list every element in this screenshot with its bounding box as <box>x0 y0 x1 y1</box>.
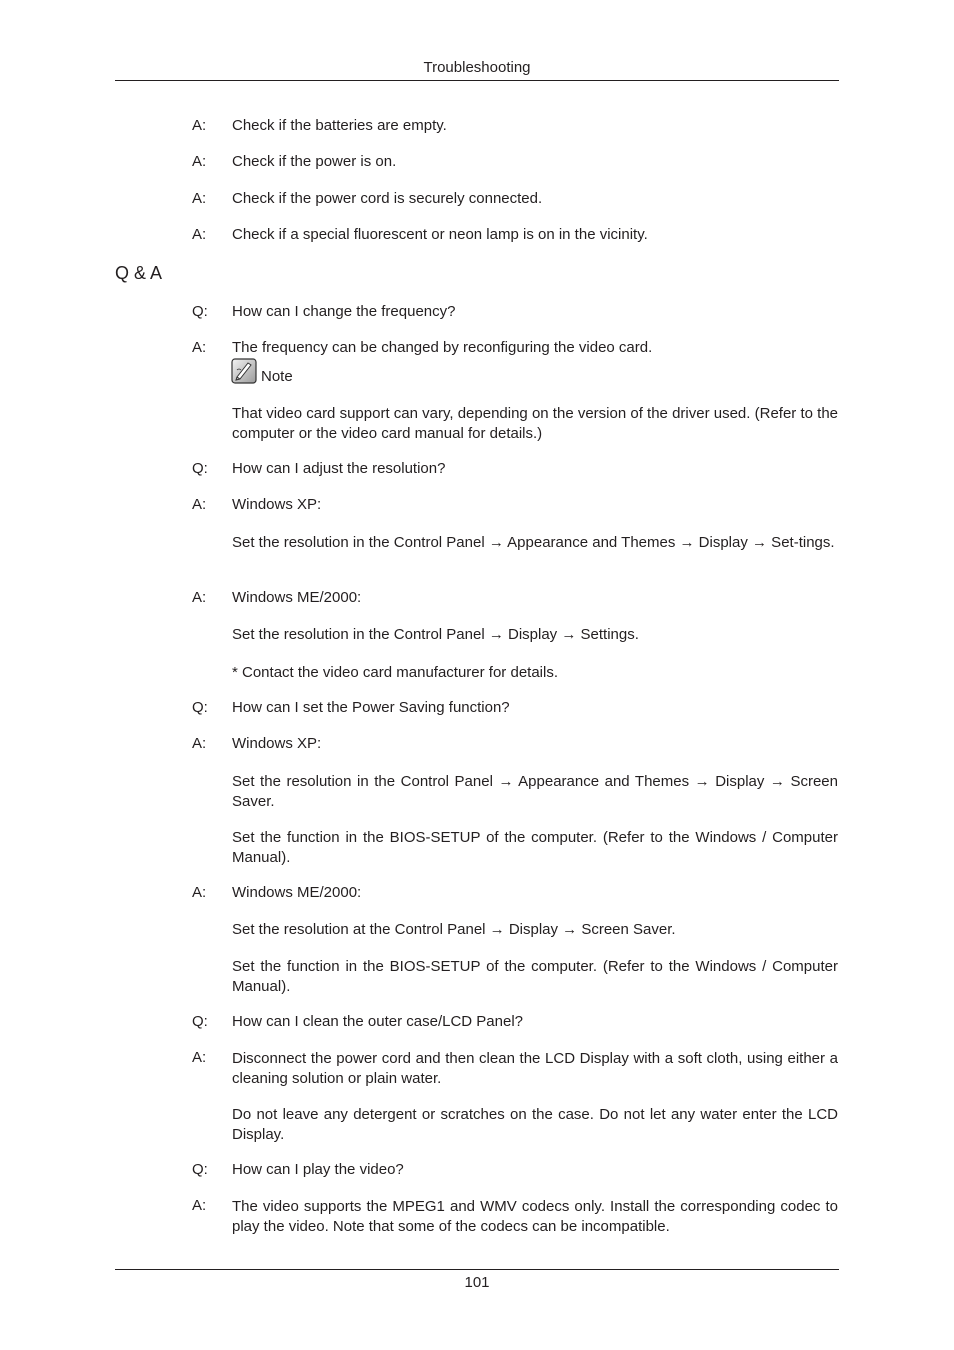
answer-text: Check if the power is on. <box>232 153 397 170</box>
answer-detail: Set the resolution in the Control Panel → Display → Settings. <box>232 626 639 643</box>
answer-text: Check if the power cord is securely connected. <box>232 190 543 207</box>
answer-text: Windows ME/2000: <box>232 884 362 901</box>
answer-text: Check if a special fluorescent or neon lamp is on in the vicinity. <box>232 226 648 243</box>
header-rule <box>115 80 839 81</box>
answer-text: Windows XP: <box>232 496 322 513</box>
answer-text: Check if the batteries are empty. <box>232 117 447 134</box>
answer-text: Windows XP: <box>232 735 322 752</box>
answer-label: A: <box>192 153 207 170</box>
answer-label: A: <box>192 884 207 901</box>
answer-label: A: <box>192 190 207 207</box>
answer-detail: Set the resolution at the Control Panel → Display → Screen Saver. <box>232 921 676 938</box>
answer-label: A: <box>192 117 207 134</box>
note-text: That video card support can vary, depending on the version of the driver used. (Refer to the computer or the video card manual for details.) <box>232 405 838 442</box>
answer-text: Windows ME/2000: <box>232 589 362 606</box>
answer-detail: Do not leave any detergent or scratches on the case. Do not let any water enter the LCD Display. <box>232 1106 838 1143</box>
answer-detail: Set the resolution in the Control Panel → Appearance and Themes → Display → Set-tings. <box>232 534 835 551</box>
question-text: How can I change the frequency? <box>232 303 456 320</box>
question-text: How can I clean the outer case/LCD Panel? <box>232 1013 523 1030</box>
answer-detail: Set the function in the BIOS-SETUP of the computer. (Refer to the Windows / Computer Manual). <box>232 958 838 995</box>
answer-detail: * Contact the video card manufacturer for details. <box>232 664 559 681</box>
question-text: How can I adjust the resolution? <box>232 460 446 477</box>
answer-text: Disconnect the power cord and then clean the LCD Display with a soft cloth, using either a cleaning solution or plain water. <box>232 1050 838 1087</box>
answer-text: The video supports the MPEG1 and WMV codecs only. Install the corresponding codec to play the video. Note that some of the codecs can be incompatible. <box>232 1198 838 1235</box>
question-label: Q: <box>192 303 208 320</box>
note-pencil-icon <box>231 358 257 384</box>
question-label: Q: <box>192 460 208 477</box>
note-label: Note <box>261 368 293 385</box>
answer-detail: Set the function in the BIOS-SETUP of the computer. (Refer to the Windows / Computer Manual). <box>232 829 838 866</box>
question-text: How can I set the Power Saving function? <box>232 699 510 716</box>
answer-label: A: <box>192 226 207 243</box>
question-label: Q: <box>192 1161 208 1178</box>
answer-label: A: <box>192 1049 207 1066</box>
page-number: 101 <box>464 1274 490 1291</box>
answer-detail: Set the resolution in the Control Panel → Appearance and Themes → Display → Screen Saver. <box>232 773 838 810</box>
question-label: Q: <box>192 1013 208 1030</box>
question-text: How can I play the video? <box>232 1161 404 1178</box>
section-title: Q & A <box>115 263 163 283</box>
footer-rule <box>115 1269 839 1270</box>
answer-label: A: <box>192 339 207 356</box>
answer-label: A: <box>192 589 207 606</box>
answer-label: A: <box>192 496 207 513</box>
question-label: Q: <box>192 699 208 716</box>
answer-label: A: <box>192 1197 207 1214</box>
answer-label: A: <box>192 735 207 752</box>
running-header: Troubleshooting <box>423 59 531 76</box>
answer-text: The frequency can be changed by reconfiguring the video card. <box>232 339 653 356</box>
